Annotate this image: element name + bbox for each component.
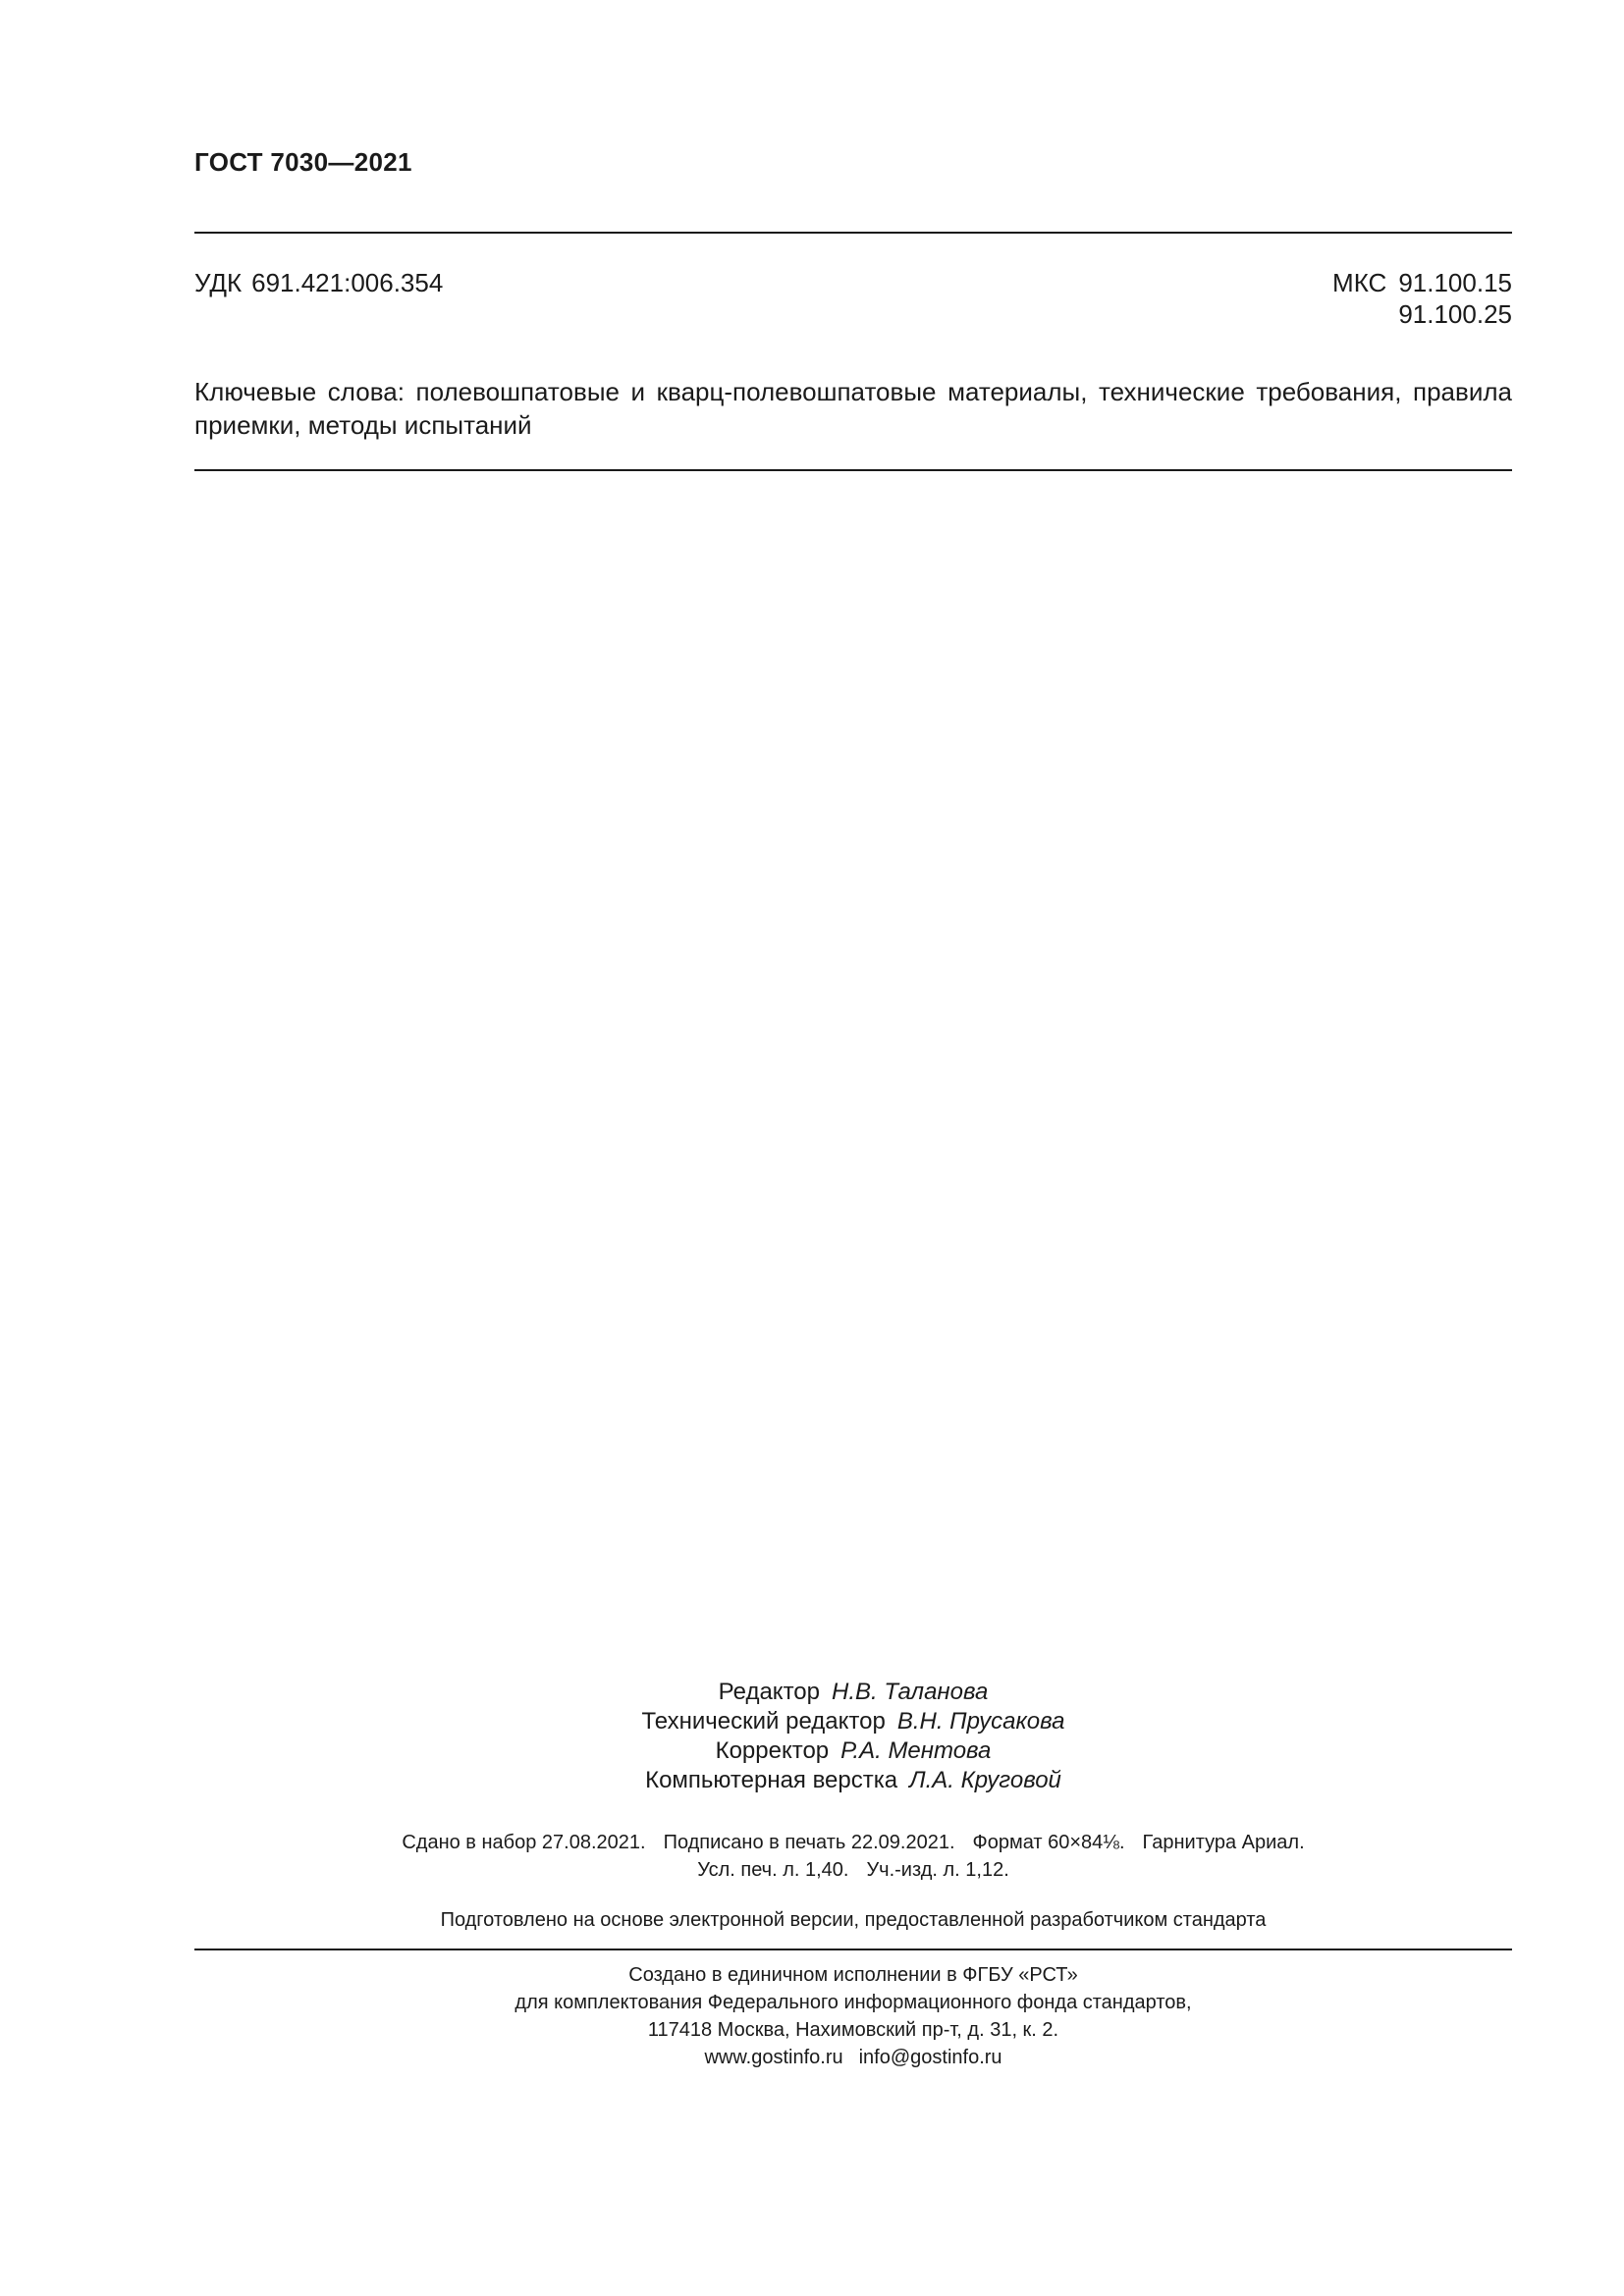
udk-label: УДК xyxy=(194,268,243,297)
keywords-divider xyxy=(194,469,1512,471)
imprint-line-1 xyxy=(194,1829,1512,1856)
imprint-line-2 xyxy=(194,1856,1512,1884)
created-line-3: 117418 Москва, Нахимовский пр-т, д. 31, к. 2. xyxy=(647,2019,1059,2041)
mks-value-1: 91.100.15 xyxy=(1398,268,1512,297)
imprint-signed: Подписано в печать 22.09.2021. xyxy=(663,1832,955,1853)
credit-layout xyxy=(194,1766,1512,1795)
udk-block xyxy=(194,267,443,298)
credits-block xyxy=(194,1678,1512,1795)
credit-tech-editor xyxy=(194,1707,1512,1736)
created-block xyxy=(194,1961,1512,2071)
editor-label: Редактор xyxy=(718,1679,820,1705)
mks-label: МКС xyxy=(1332,268,1387,297)
credit-editor xyxy=(194,1678,1512,1707)
created-line-1: Создано в единичном исполнении в ФГБУ «РСТ» xyxy=(628,1964,1078,1986)
imprint-pub-sheets: Уч.-изд. л. 1,12. xyxy=(866,1859,1009,1881)
standard-code-header: ГОСТ 7030—2021 xyxy=(194,147,412,177)
mks-value-2: 91.100.25 xyxy=(1398,299,1512,329)
layout-label: Компьютерная верстка xyxy=(645,1767,898,1793)
created-line-2: для комплектования Федерального информационного фонда стандартов, xyxy=(514,1992,1192,2013)
imprint-divider xyxy=(194,1949,1512,1950)
layout-name: Л.А. Круговой xyxy=(909,1767,1061,1793)
tech-editor-label: Технический редактор xyxy=(641,1708,886,1735)
prepared-note: Подготовлено на основе электронной версии, предоставленной разработчиком стандарта xyxy=(440,1909,1267,1931)
mks-block xyxy=(1332,267,1512,330)
keywords-paragraph: Ключевые слова: полевошпатовые и кварц-полевошпатовые материалы, технические требования, правила приемки, методы испытаний xyxy=(194,377,1512,440)
top-divider xyxy=(194,232,1512,234)
udk-value: 691.421:006.354 xyxy=(251,268,444,297)
email-link[interactable]: info@gostinfo.ru xyxy=(858,2047,1002,2068)
imprint-typeface: Гарнитура Ариал. xyxy=(1142,1832,1305,1853)
corrector-name: Р.А. Ментова xyxy=(840,1737,992,1764)
imprint-print-sheets: Усл. печ. л. 1,40. xyxy=(697,1859,849,1881)
editor-name: Н.В. Таланова xyxy=(831,1679,989,1705)
contacts-line xyxy=(194,2044,1512,2071)
imprint-format: Формат 60×84⅛. xyxy=(972,1832,1125,1853)
tech-editor-name: В.Н. Прусакова xyxy=(896,1708,1065,1735)
imprint-submitted: Сдано в набор 27.08.2021. xyxy=(402,1832,646,1853)
corrector-label: Корректор xyxy=(715,1737,830,1764)
website-link[interactable]: www.gostinfo.ru xyxy=(704,2047,843,2068)
credit-corrector xyxy=(194,1736,1512,1766)
